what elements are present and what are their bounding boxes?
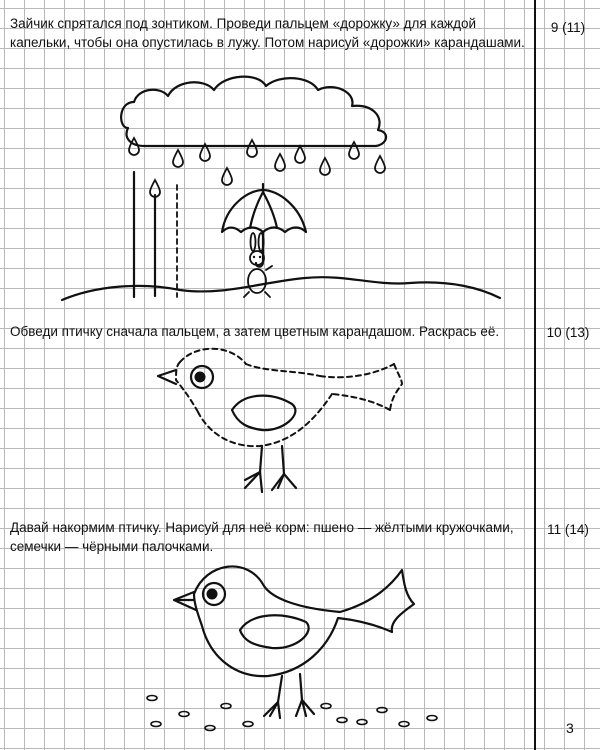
umbrella xyxy=(222,190,306,232)
task-9-text: Зайчик спрятался под зонтиком. Проведи пальцем «дорожку» для каждой капельки, чтобы она опустилась в лужу. Потом нарисуй «дорожки» карандашами. xyxy=(10,16,525,50)
seeds xyxy=(147,696,437,731)
task-11-text: Давай накормим птичку. Нарисуй для неё корм: пшено — жёлтыми кружочками, семечки — чёрными палочками. xyxy=(10,520,514,554)
dashed-bird-illustration xyxy=(0,340,600,500)
cloud xyxy=(121,77,386,146)
ground xyxy=(62,277,500,300)
task-10-text: Обведи птичку сначала пальцем, а затем цветным карандашом. Раскрась её. xyxy=(10,324,500,339)
task-9-number: 9 (11) xyxy=(550,20,586,35)
task-10-number: 10 (13) xyxy=(546,325,590,340)
rain-illustration xyxy=(0,70,600,300)
bird-illustration xyxy=(0,555,600,740)
page-number: 3 xyxy=(566,720,574,736)
task-11-number: 11 (14) xyxy=(547,522,589,537)
